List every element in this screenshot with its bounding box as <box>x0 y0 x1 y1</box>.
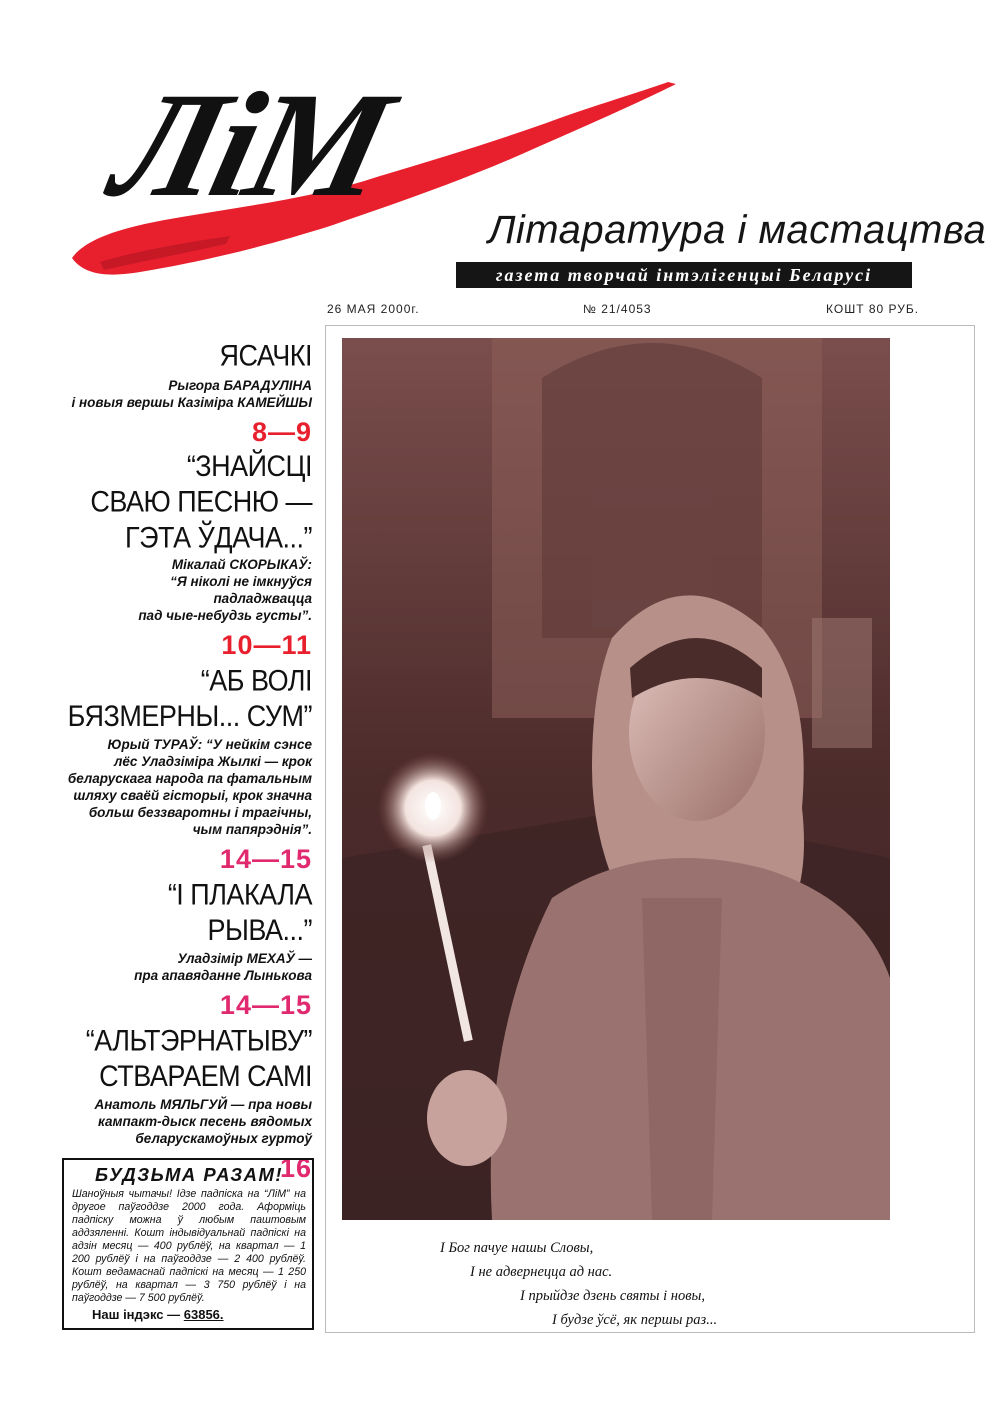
story-pages: 10—11 <box>221 630 312 660</box>
subscription-text: Шаноўныя чытачы! Ідзе падпіска на “ЛіМ” на другое паўгоддзе 2000 года. Аформіць падпіску можна ў любым паштовым аддзяленні. Кошт індывідуальнай падпіскі на адзін месяц — 400 рублёў, на квартал — 1 200 рублёў і на паўгоддзе — 2 400 рублёў. Кошт ведамаснай падпіскі на месяц — 1 250 рублёў, на квартал — 3 750 рублёў і на паўгоддзе — 7 500 рублёў. <box>72 1188 306 1304</box>
issue-price: КОШТ 80 РУБ. <box>826 302 920 316</box>
contents-item[interactable] <box>60 666 312 876</box>
cover-photo <box>342 338 890 1220</box>
issue-date: 26 МАЯ 2000г. <box>327 302 420 316</box>
contents-item[interactable] <box>60 880 312 1022</box>
contents-item[interactable] <box>60 340 312 449</box>
story-headline: “ЗНАЙСЦІ СВАЮ ПЕСНЮ — ГЭТА ЎДАЧА...” <box>90 450 312 554</box>
subscription-index <box>92 1307 306 1322</box>
story-subtitle: Анатоль МЯЛЬГУЙ — пра новы кампакт-дыск песень вядомых беларускамоўных гуртоў <box>94 1097 312 1146</box>
story-pages: 16 <box>279 1153 312 1183</box>
subscription-box <box>62 1158 314 1330</box>
story-pages: 14—15 <box>219 844 312 874</box>
contents-item[interactable] <box>60 450 312 662</box>
poem-line: І будзе ўсё, як першы раз... <box>552 1312 718 1328</box>
poem-line: І прыйдзе дзень святы і новы, <box>520 1288 705 1304</box>
story-subtitle: Рыгора БАРАДУЛІНА і новыя вершы Казіміра КАМЕЙШЫ <box>71 378 312 410</box>
story-pages: 14—15 <box>219 990 312 1020</box>
masthead-tagline: газета творчай інтэлігенцыі Беларусі <box>456 262 912 288</box>
poem-line: І Бог пачуе нашы Словы, <box>440 1240 594 1256</box>
subscription-index-label: Наш індэкс — <box>92 1307 181 1322</box>
story-subtitle: Юрый ТУРАЎ: “У нейкім сэнсе лёс Уладзіміра Жылкі — крок беларускага народа па фатальным шляху сваёй гісторыі, крок значна больш беззваротны і трагічны, чым папярэднія”. <box>67 737 312 837</box>
contents-column <box>60 340 312 1189</box>
story-pages: 8—9 <box>251 417 312 447</box>
story-subtitle: Мікалай СКОРЫКАЎ: “Я ніколі не імкнуўся падладжвацца пад чые-небудзь густы”. <box>138 557 312 623</box>
story-headline: ЯСАЧКІ <box>219 339 312 373</box>
masthead-logo: ЛіМ <box>99 62 401 228</box>
poem-line: І не адвернецца ад нас. <box>470 1264 613 1280</box>
subscription-title: БУДЗЬМА РАЗАМ! <box>94 1164 284 1185</box>
story-subtitle: Уладзімір МЕХАЎ — пра апавяданне Лынькова <box>134 951 312 983</box>
story-headline: “АЛЬТЭРНАТЫВУ” СТВАРАЕМ САМІ <box>85 1024 312 1093</box>
story-headline: “І ПЛАКАЛА РЫВА...” <box>167 878 312 947</box>
story-headline: “АБ ВОЛІ БЯЗМЕРНЫ... СУМ” <box>67 664 312 733</box>
masthead-title: Літаратура і мастацтва <box>488 208 987 252</box>
subscription-index-value: 63856. <box>183 1307 224 1322</box>
issue-number: № 21/4053 <box>583 302 652 316</box>
poem <box>440 1236 780 1332</box>
